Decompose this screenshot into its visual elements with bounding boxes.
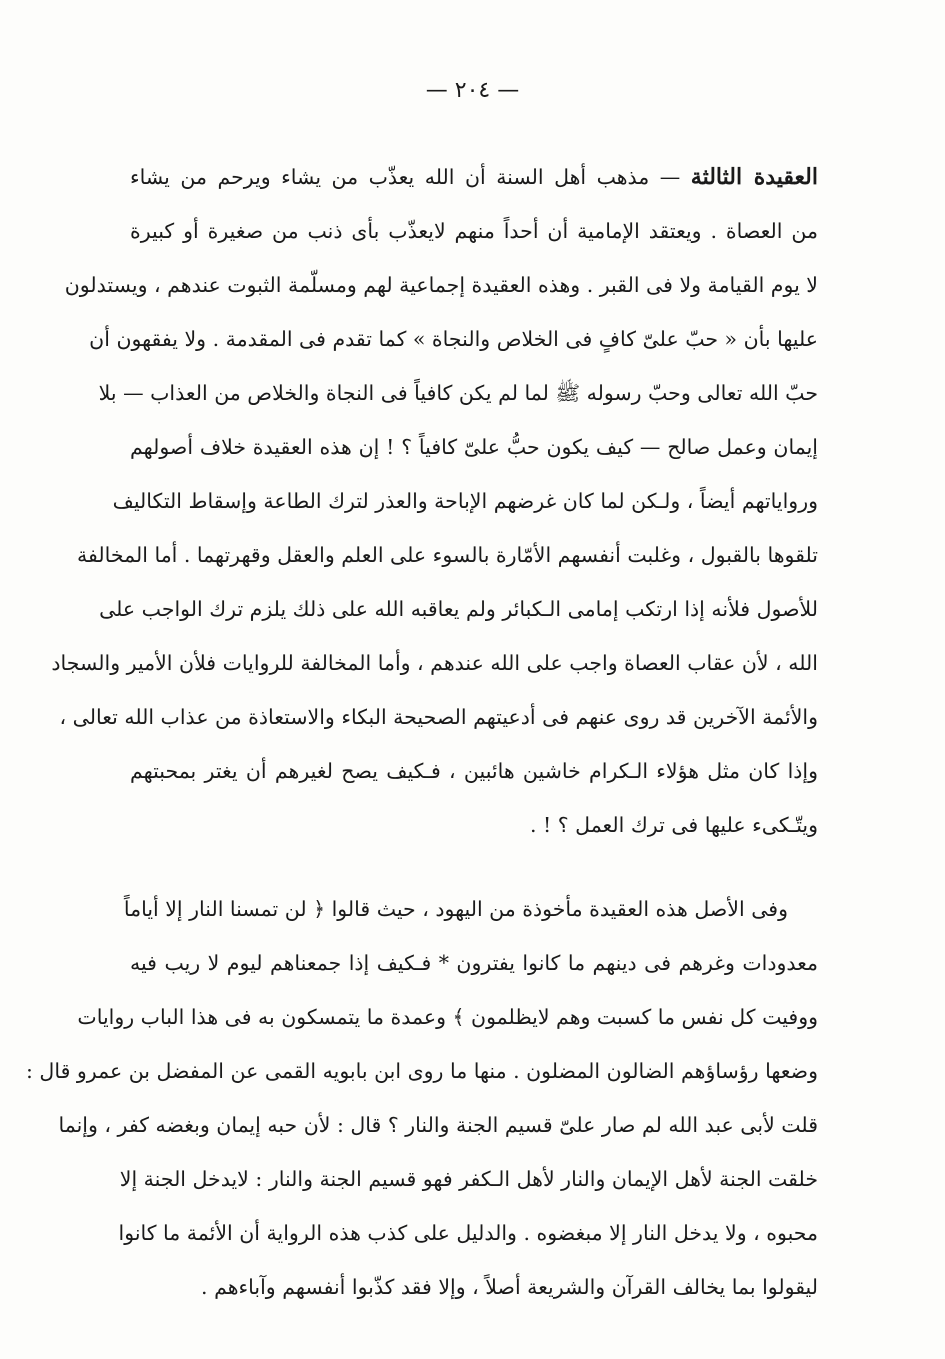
text-line: إيمان وعمل صالح — كيف يكون حبُّ علىّ كافياً ؟ ! إن هذه العقيدة خلاف أصولهم [130,435,818,459]
text-line: ورواياتهم أيضاً ، ولـكن لما كان غرضهم الإباحة والعذر لترك الطاعة وإسقاط التكاليف [112,489,818,513]
text-line: لا يوم القيامة ولا فى القبر . وهذه العقيدة إجماعية لهم ومسلّمة الثبوت عندهم ، ويستدلون [64,273,818,297]
text-line: تلقوها بالقبول ، وغلبت أنفسهم الأمّارة بالسوء على العلم والعقل وقهرتهما . أما المخالفة [77,543,818,567]
text-line [130,150,818,204]
text-line: وفى الأصل هذه العقيدة مأخوذة من اليهود ، حيث قالوا ﴿ لن تمسنا النار إلا أياماً [123,897,788,921]
text-line: حبّ الله تعالى وحبّ رسوله ﷺ لما لم يكن كافياً فى النجاة والخلاص من العذاب — بلا [98,381,818,405]
text-line: والأئمة الآخرين قد روى عنهم فى أدعيتهم الصحيحة البكاء والاستعاذة من عذاب الله تعالى ، [59,705,818,729]
text-line: ويتّـكىء عليها فى ترك العمل ؟ ! . [529,813,818,837]
text-line: عليها بأن « حبّ علىّ كافٍ فى الخلاص والنجاة » كما تقدم فى المقدمة . ولا يفقهون أن [89,327,818,351]
paragraph-1 [51,150,818,852]
section-heading: العقيدة الثالثة [690,164,818,190]
paragraph-gap [130,852,818,882]
text-line: معدودات وغرهم فى دينهم ما كانوا يفترون * فـكيف إذا جمعناهم ليوم لا ريب فيه [130,951,818,975]
text-line: قلت لأبى عبد الله لم صار علىّ قسيم الجنة والنار ؟ قال : لأن حبه إيمان وبغضه كفر ، وإنما [58,1113,818,1137]
body-text [26,150,818,1314]
text-line: ليقولوا بما يخالف القرآن والشريعة أصلاً ، وإلا فقد كذّبوا أنفسهم وآباءهم . [201,1275,818,1299]
text-line: وإذا كان مثل هؤلاء الـكرام خاشين هائبين ، فـكيف يصح لغيرهم أن يغتر بمحبتهم [130,759,818,783]
text-line: الله ، لأن عقاب العصاة واجب على الله عندهم ، وأما المخالفة للروايات فلأن الأمير والسجاد [51,651,818,675]
text-line: ووفيت كل نفس ما كسبت وهم لايظلمون ﴾ وعمدة ما يتمسكون به فى هذا الباب روايات [77,1005,818,1029]
paragraph-2 [26,882,818,1314]
text-line-content: — مذهب أهل السنة أن الله يعذّب من يشاء ويرحم من يشاء [130,165,681,189]
text-line: للأصول فلأنه إذا ارتكب إمامى الـكبائر ولم يعاقبه الله على ذلك يلزم ترك الواجب على [99,597,818,621]
text-line: محبوه ، ولا يدخل النار إلا مبغضوه . والدليل على كذب هذه الرواية أن الأئمة ما كانوا [118,1221,818,1245]
text-line: من العصاة . ويعتقد الإمامية أن أحداً منهم لايعذّب بأى ذنب من صغيرة أو كبيرة [130,219,818,243]
text-line: وضعها رؤساؤهم الضالون المضلون . منها ما روى ابن بابويه القمى عن المفضل بن عمرو قال : [26,1059,818,1083]
text-line: خلقت الجنة لأهل الإيمان والنار لأهل الـكفر فهو قسيم الجنة والنار : لايدخل الجنة إلا [119,1167,818,1191]
page-number: — ٢٠٤ — [425,78,520,103]
